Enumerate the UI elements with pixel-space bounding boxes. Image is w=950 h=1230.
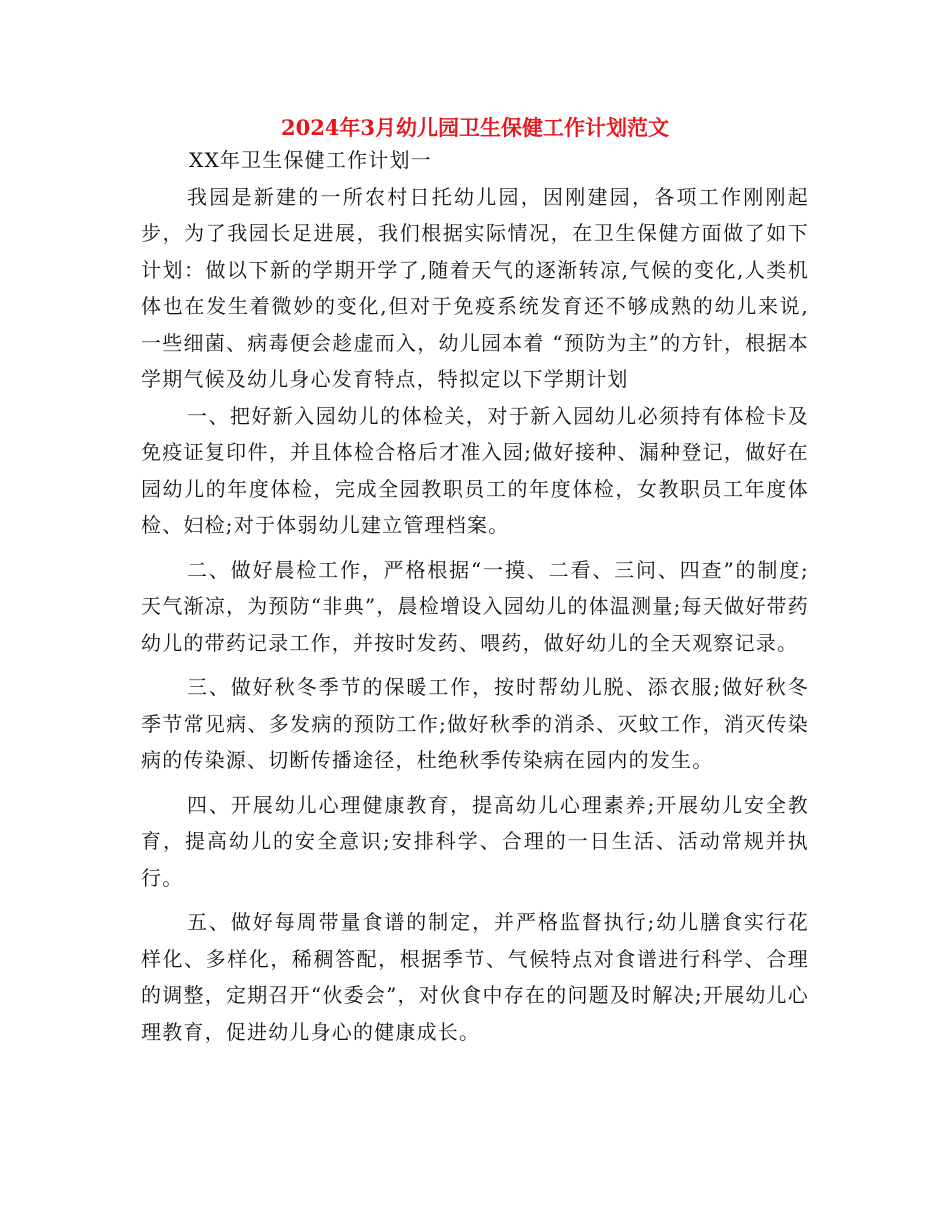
paragraph-intro: 我园是新建的一所农村日托幼儿园，因刚建园，各项工作刚刚起步，为了我园长足进展，我们根据实际情况，在卫生保健方面做了如下计划：做以下新的学期开学了,随着天气的逐渐转凉,气候的变化,人类机体也在发生着微妙的变化,但对于免疫系统发育还不够成熟的幼儿来说,一些细菌、病毒便会趁虚而入，幼儿园本着 “预防为主”的方针，根据本学期气候及幼儿身心发育特点，特拟定以下学期计划 (141, 184, 809, 391)
paragraph-item-5: 五、做好每周带量食谱的制定，并严格监督执行;幼儿膳食实行花样化、多样化，稀稠答配，根据季节、气候特点对食谱进行科学、合理的调整，定期召开“伙委会”，对伙食中存在的问题及时解决;开展幼儿心理教育，促进幼儿身心的健康成长。 (141, 910, 809, 1044)
section-subheading: XX年卫生保健工作计划一 (189, 148, 432, 172)
paragraph-item-3: 三、做好秋冬季节的保暖工作，按时帮幼儿脱、添衣服;做好秋冬季节常见病、多发病的预防工作;做好秋季的消杀、灭蚊工作，消灭传染病的传染源、切断传播途径，杜绝秋季传染病在园内的发生。 (141, 675, 809, 772)
paragraph-item-1: 一、把好新入园幼儿的体检关，对于新入园幼儿必须持有体检卡及免疫证复印件，并且体检合格后才准入园;做好接种、漏种登记，做好在园幼儿的年度体检，完成全园教职员工的年度体检，女教职员工年度体检、妇检;对于体弱幼儿建立管理档案。 (141, 403, 809, 537)
document-body (141, 142, 809, 1050)
paragraph-item-2: 二、做好晨检工作，严格根据“一摸、二看、三问、四查”的制度;天气渐凉，为预防“非典”，晨检增设入园幼儿的体温测量;每天做好带药幼儿的带药记录工作，并按时发药、喂药，做好幼儿的全天观察记录。 (141, 557, 809, 655)
paragraph-item-4: 四、开展幼儿心理健康教育，提高幼儿心理素养;开展幼儿安全教育，提高幼儿的安全意识;安排科学、合理的一日生活、活动常规并执行。 (141, 792, 809, 890)
document-title: 2024年3月幼儿园卫生保健工作计划范文 (280, 115, 670, 140)
